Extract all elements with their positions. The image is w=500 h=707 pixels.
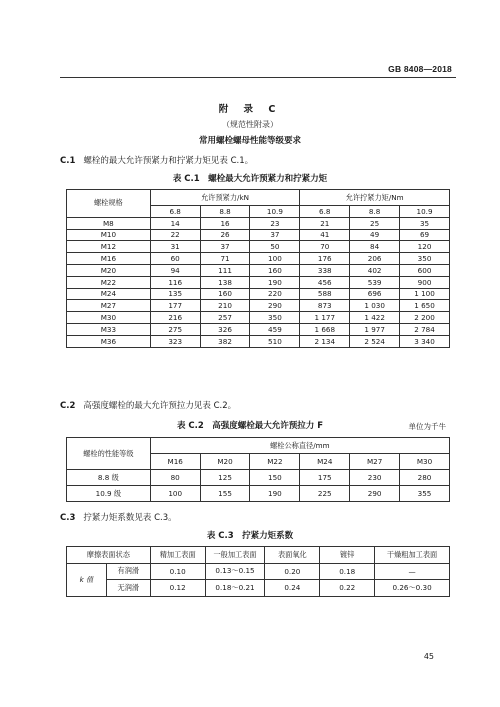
table-cell: 84 [350,241,400,253]
table-c1-caption: 表 C.1 螺栓最大允许预紧力和拧紧力矩 [172,174,328,184]
table-cell: 0.20 [265,563,320,580]
table-c1-preload-header: 允许预紧力/kN [150,190,300,206]
table-c3-header-cell: 一般加工表面 [205,547,265,564]
table-cell: 无润滑 [106,580,150,597]
clause-c3-text: 拧紧力矩系数见表 C.3。 [83,513,177,523]
table-cell: 160 [250,264,300,276]
table-row [67,323,450,335]
table-cell: 539 [350,276,400,288]
table-row [67,300,450,312]
table-c3-header-cell: 干燥粗加工表面 [375,547,450,564]
table-cell: 456 [300,276,350,288]
table-cell: 900 [400,276,450,288]
table-cell: M33 [67,323,151,335]
clause-c2-number: C.2 [60,401,76,411]
table-cell: 1 650 [400,300,450,312]
table-cell: 49 [350,229,400,241]
table-cell: 8.8 级 [67,470,151,486]
table-cell: 206 [350,253,400,265]
table-cell: 35 [400,217,450,229]
table-cell: 37 [200,241,250,253]
table-cell: 116 [150,276,200,288]
appendix-title: 附 录 C [218,104,282,115]
table-cell: 70 [300,241,350,253]
table-cell: 323 [150,335,200,347]
table-cell: M16 [67,253,151,265]
table-cell: 16 [200,217,250,229]
table-cell: M22 [67,276,151,288]
clause-c1 [60,154,253,166]
table-cell: 275 [150,323,200,335]
grade-cell: 8.8 [200,206,250,218]
size-cell: M16 [150,454,200,470]
table-cell: 0.26～0.30 [375,580,450,597]
table-row [67,288,450,300]
table-cell: 290 [350,486,400,502]
page-number: 45 [423,652,434,661]
table-cell: 1 177 [300,312,350,324]
table-cell: 0.13～0.15 [205,563,265,580]
table-c1-header-row [67,190,450,206]
table-cell: 873 [300,300,350,312]
table-cell: 71 [200,253,250,265]
standard-code: GB 8408—2018 [388,64,452,74]
table-cell: 338 [300,264,350,276]
table-cell: 155 [200,486,250,502]
table-cell: — [375,563,450,580]
grade-cell: 6.8 [300,206,350,218]
table-cell: 402 [350,264,400,276]
table-cell: 326 [200,323,250,335]
table-cell: 257 [200,312,250,324]
size-cell: M30 [400,454,450,470]
table-cell: 111 [200,264,250,276]
table-cell: 216 [150,312,200,324]
table-cell: 有润滑 [106,563,150,580]
table-cell: 0.24 [265,580,320,597]
size-cell: M20 [200,454,250,470]
table-cell: 0.10 [150,563,205,580]
table-cell: 190 [250,276,300,288]
table-c3-header-cell: 镀锌 [320,547,375,564]
table-c3 [66,546,450,597]
table-cell: 220 [250,288,300,300]
table-cell: 225 [300,486,350,502]
grade-cell: 10.9 [250,206,300,218]
table-cell: 0.18 [320,563,375,580]
table-cell: 21 [300,217,350,229]
table-row [67,563,450,580]
table-cell: 1 668 [300,323,350,335]
table-cell: 0.12 [150,580,205,597]
table-cell: 0.18～0.21 [205,580,265,597]
table-cell: M8 [67,217,151,229]
clause-c1-number: C.1 [60,156,76,166]
table-row [67,264,450,276]
table-row [67,470,450,486]
table-c1-body [67,217,450,347]
table-cell: 10.9 级 [67,486,151,502]
table-cell: 60 [150,253,200,265]
table-c3-header-row [67,547,450,564]
grade-cell: 8.8 [350,206,400,218]
table-cell: 280 [400,470,450,486]
table-cell: 230 [350,470,400,486]
table-row [67,276,450,288]
table-c2-header-row [67,438,450,454]
table-cell: 160 [200,288,250,300]
clause-c2-text: 高强度螺栓的最大允许预拉力见表 C.2。 [83,401,237,411]
table-cell: 100 [150,486,200,502]
table-c2-diameter-header: 螺栓公称直径/mm [150,438,449,454]
table-cell: 37 [250,229,300,241]
table-cell: M36 [67,335,151,347]
appendix-note: （规范性附录） [222,120,278,129]
table-row [67,253,450,265]
table-cell: 176 [300,253,350,265]
table-cell: 120 [400,241,450,253]
clause-c3 [60,511,177,523]
table-row [67,217,450,229]
table-cell: 80 [150,470,200,486]
table-cell: 350 [250,312,300,324]
table-row [67,312,450,324]
table-c1 [66,189,450,348]
table-c2-caption: 表 C.2 高强度螺栓最大允许预拉力 F [176,421,324,431]
table-row [67,241,450,253]
table-c1-torque-header: 允许拧紧力矩/Nm [300,190,450,206]
table-cell: 177 [150,300,200,312]
table-cell: M27 [67,300,151,312]
table-cell: 125 [200,470,250,486]
table-cell: 150 [250,470,300,486]
table-cell: M12 [67,241,151,253]
table-cell: 138 [200,276,250,288]
table-cell: 1 100 [400,288,450,300]
table-cell: 2 134 [300,335,350,347]
size-cell: M27 [350,454,400,470]
appendix-subtitle: 常用螺栓螺母性能等级要求 [198,136,301,146]
table-cell: 25 [350,217,400,229]
table-row [67,486,450,502]
table-cell: 0.22 [320,580,375,597]
table-cell: 22 [150,229,200,241]
clause-c3-number: C.3 [60,513,76,523]
size-cell: M22 [250,454,300,470]
table-cell: 1 977 [350,323,400,335]
table-cell: 355 [400,486,450,502]
table-cell: 3 340 [400,335,450,347]
table-cell: 135 [150,288,200,300]
clause-c2 [60,399,236,411]
table-cell: 2 200 [400,312,450,324]
table-cell: 100 [250,253,300,265]
table-cell: 41 [300,229,350,241]
table-cell: 696 [350,288,400,300]
table-cell: 1 422 [350,312,400,324]
table-c2-grade-header: 螺栓的性能等级 [67,438,151,470]
table-cell: 14 [150,217,200,229]
table-cell: 510 [250,335,300,347]
table-cell: 588 [300,288,350,300]
table-c1-spec-header: 螺栓规格 [67,190,151,218]
grade-cell: 6.8 [150,206,200,218]
table-cell: 382 [200,335,250,347]
table-row [67,229,450,241]
table-cell: 2 784 [400,323,450,335]
table-cell: 175 [300,470,350,486]
header-rule [60,77,456,78]
table-cell: M30 [67,312,151,324]
table-cell: M10 [67,229,151,241]
table-cell: M20 [67,264,151,276]
table-cell: 2 524 [350,335,400,347]
table-c2-unit: 单位为千牛 [408,422,446,431]
table-row [67,580,450,597]
table-c3-header-cell: 摩擦表面状态 [67,547,151,564]
appendix-heading [0,101,500,146]
table-cell: 69 [400,229,450,241]
table-cell: 350 [400,253,450,265]
table-c3-caption: 表 C.3 拧紧力矩系数 [206,531,294,541]
table-cell: 600 [400,264,450,276]
table-c3-header-cell: 精加工表面 [150,547,205,564]
table-cell: 1 030 [350,300,400,312]
size-cell: M24 [300,454,350,470]
table-cell: 26 [200,229,250,241]
table-cell: 23 [250,217,300,229]
grade-cell: 10.9 [400,206,450,218]
table-cell: M24 [67,288,151,300]
table-c2 [66,437,450,502]
table-cell: 290 [250,300,300,312]
table-cell: 94 [150,264,200,276]
table-cell: 31 [150,241,200,253]
table-c2-body [67,470,450,502]
clause-c1-text: 螺栓的最大允许预紧力和拧紧力矩见表 C.1。 [83,156,254,166]
k-value-label: k 值 [67,563,107,596]
table-cell: 210 [200,300,250,312]
table-cell: 50 [250,241,300,253]
table-c3-header-cell: 表面氧化 [265,547,320,564]
table-row [67,335,450,347]
table-cell: 190 [250,486,300,502]
table-cell: 459 [250,323,300,335]
